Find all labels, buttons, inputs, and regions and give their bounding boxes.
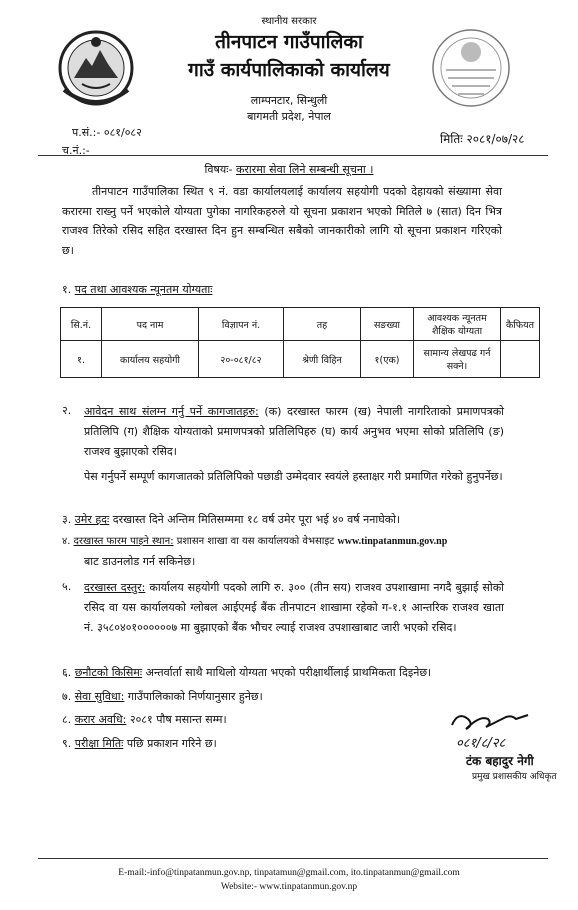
notice-date: मितिः २०८१/०७/२८ xyxy=(440,132,525,146)
municipality-title: तीनपाटन गाउँपालिका xyxy=(215,31,363,53)
table-header-row xyxy=(61,308,540,341)
cell-adv: २०-०८१/८२ xyxy=(199,341,284,378)
section-3-title: उमेर हदः xyxy=(74,513,110,526)
section-4 xyxy=(62,533,512,551)
section-9-text: पछि प्रकाशन गरिने छ। xyxy=(126,737,217,750)
section-9-title: परीक्षा मितिः xyxy=(74,737,124,750)
cell-post: कार्यालय सहयोगी xyxy=(102,341,199,378)
section-7-title: सेवा सुविधा: xyxy=(74,690,125,703)
subject-text: करारमा सेवा लिने सम्बन्धी सूचना । xyxy=(235,163,374,176)
section-5-title: दरखास्त दस्तुर: xyxy=(84,581,146,594)
address-line-1: लाम्पनटार, सिन्धुली xyxy=(250,94,328,107)
section-5-text: कार्यालय सहयोगी पदको लागि रु. ३०० (तीन सय) राजश्व उपशाखामा नगदै बुझाई सोको रसिद वा यस कार्यालयको ग्लोबल आईएमई बैंक तीनपाटन शाखामा रहेको ग-१.१ आन्तरिक राजश्व खाता नं. ३५८०४०१००००००७ मा बुझाएको बैंक भौचर ल्याई राजश्व उपशाखाबाट जारी भएको रसिद। xyxy=(84,581,505,634)
address-line-2: बागमती प्रदेश, नेपाल xyxy=(247,110,331,123)
local-government-label: स्थानीय सरकार xyxy=(261,16,317,27)
handwritten-signature xyxy=(446,705,536,753)
cell-sn: १. xyxy=(61,341,102,378)
intro-paragraph: तीनपाटन गाउँपालिका स्थित ९ नं. वडा कार्यालयलाई कार्यालय सहयोगी पदको देहायको संख्यामा सेवा करारमा राख्नु पर्ने भएकोले योग्यता पुगेका नागरिकहरुले यो सूचना प्रकाशन भएको मितिले ७ (सात) दिन भित्र राजश्व तिरेको रसिद सहित दरखास्त दिन हुन सम्बन्धित सबैको जानकारीको लागि यो सूचना प्रकाशन गरिएको छ। xyxy=(62,185,502,257)
table-row xyxy=(61,341,540,378)
section-6 xyxy=(62,664,431,682)
section-8-num: ८. xyxy=(62,713,72,726)
section-3-text: दरखास्त दिने अन्तिम मितिसम्ममा १८ वर्ष उमेर पूरा भई ४० वर्ष ननाघेको। xyxy=(112,513,401,526)
section-7-text: गाउँपालिकाको निर्णयानुसार हुनेछ। xyxy=(127,690,263,703)
subject-line xyxy=(0,162,578,177)
section-2-title: आवेदन साथ संलग्न गर्नु पर्ने कागजातहरु: xyxy=(84,405,259,418)
dispatch-number: च.नं.:- xyxy=(62,144,90,157)
section-4-title: दरखास्त फारम पाइने स्थान: xyxy=(73,536,174,547)
cell-count: १(एक) xyxy=(361,341,414,378)
section-4-text: प्रशासन शाखा वा यस कार्यालयको वेभसाइट xyxy=(176,536,335,547)
col-remarks: कैफियत xyxy=(501,308,540,341)
reference-number: प.सं.:- ०८१/०८२ xyxy=(72,126,142,139)
col-count: सङख्या xyxy=(361,308,414,341)
section-4-text2: बाट डाउनलोड गर्न सकिनेछ। xyxy=(84,555,196,568)
signatory-name: टंक बहादुर नेगी xyxy=(466,754,534,768)
section-6-num: ६. xyxy=(62,666,72,679)
section-7 xyxy=(62,688,263,706)
section-8 xyxy=(62,711,227,729)
cell-level: श्रेणी विहिन xyxy=(284,341,361,378)
signatory-title: प्रमुख प्रशासकीय अधिकृत xyxy=(472,772,557,782)
col-level: तह xyxy=(284,308,361,341)
section-1-heading xyxy=(62,281,212,299)
section-2-text2: पेस गर्नुपर्ने सम्पूर्ण कागजातको प्रतिलिपिको पछाडी उम्मेदवार स्वयंले हस्ताक्षर गरी प्रमाणित गरेको हुनुपर्नेछ। xyxy=(84,470,503,483)
section-6-title: छनौटको किसिमः xyxy=(74,666,143,679)
cell-remarks xyxy=(501,341,540,378)
footer-divider xyxy=(38,858,548,859)
col-adv: विज्ञापन नं. xyxy=(199,308,284,341)
section-3-num: ३. xyxy=(62,513,72,526)
section-2-text: (क) दरखास्त फारम (ख) नेपाली नागरिताको प्रमाणपत्रको प्रतिलिपि (ग) शैक्षिक योग्यताको प्रमाणपत्रको प्रतिलिपिहरु (घ) कार्य अनुभव भएमा सोको प्रतिलिपि (ङ) राजश्व बुझाएको रसिद। xyxy=(84,405,504,458)
section-2-num: २. xyxy=(62,404,72,417)
signature-date: ०८१/८/२८ xyxy=(456,736,506,751)
section-8-text: २०८१ पौष मसान्त सम्म। xyxy=(129,713,227,726)
col-qualification: आवश्यक न्यूनतम शैक्षिक योग्यता xyxy=(414,308,501,341)
footer-website: Website:- www.tinpatanmun.gov.np xyxy=(220,882,358,892)
section-9 xyxy=(62,735,217,753)
section-2-body xyxy=(84,402,504,462)
col-post: पद नाम xyxy=(102,308,199,341)
subject-prefix: विषयः- xyxy=(204,163,233,176)
website-link[interactable]: www.tinpatanmun.gov.np xyxy=(337,536,448,547)
cell-qualification: सामान्य लेखपढ गर्न सक्ने। xyxy=(414,341,501,378)
section-8-title: करार अवधि: xyxy=(74,713,127,726)
position-table xyxy=(60,307,540,378)
col-sn: सि.नं. xyxy=(61,308,102,341)
section-3 xyxy=(62,511,400,529)
office-title: गाउँ कार्यपालिकाको कार्यालय xyxy=(188,59,390,81)
section-5-num: ५. xyxy=(62,580,72,593)
header-divider xyxy=(38,155,548,156)
section-9-num: ९. xyxy=(62,737,72,750)
section-7-num: ७. xyxy=(62,690,72,703)
section-6-text: अन्तर्वार्ता साथै माथिलो योग्यता भएको परीक्षार्थीलाई प्राथमिकता दिइनेछ। xyxy=(145,666,432,679)
section-5-body xyxy=(84,578,504,638)
section-1-num: १. xyxy=(62,283,72,296)
footer-email: E-mail:-info@tinpatanmun.gov.np, tinpatamun@gmail.com, ito.tinpatanmun@gmail.com xyxy=(118,868,460,878)
section-1-title: पद तथा आवश्यक न्यूनतम योग्यताः xyxy=(74,283,213,296)
section-4-num: ४. xyxy=(62,536,71,547)
